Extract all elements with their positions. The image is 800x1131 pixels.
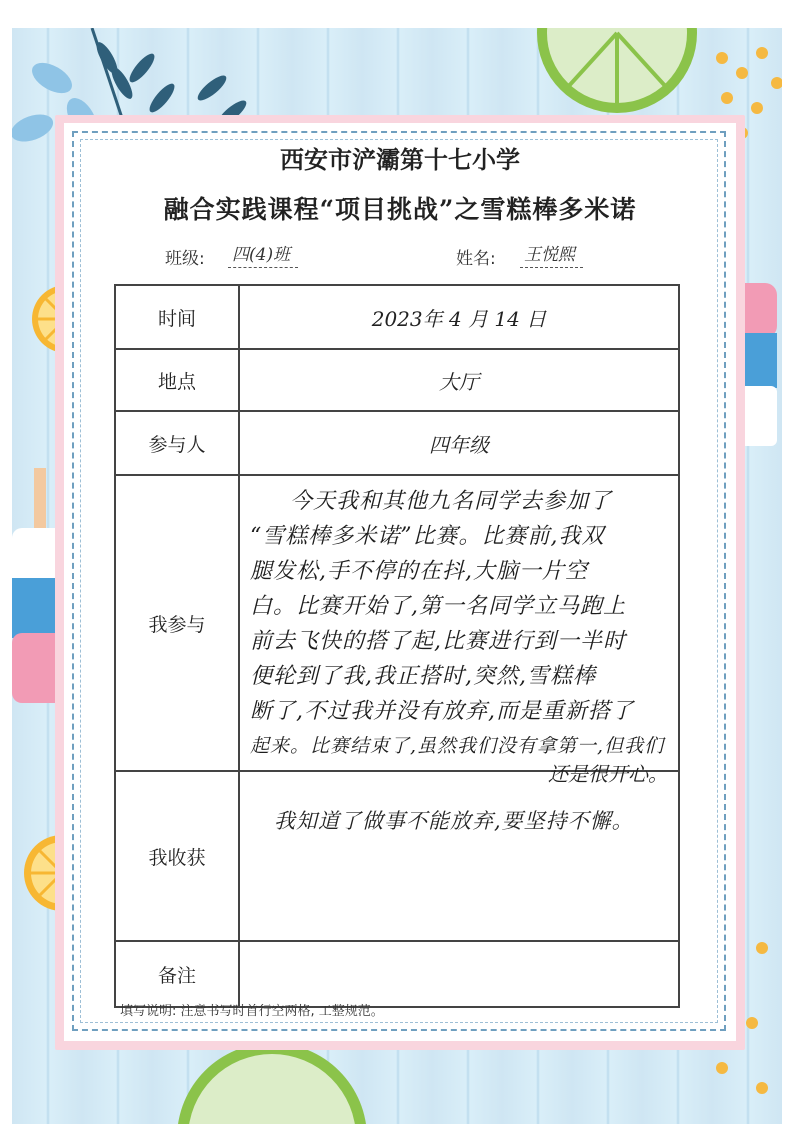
text-line: 便轮到了我,我正搭时,突然,雪糕棒 [250, 664, 596, 689]
activity-form-table [114, 284, 680, 1008]
place-label: 地点 [115, 349, 239, 411]
time-label: 时间 [115, 285, 239, 349]
place-value: 大厅 [239, 349, 679, 411]
remarks-label: 备注 [115, 941, 239, 1007]
text-line: 起来。比赛结束了,虽然我们没有拿第一,但我们 [250, 735, 665, 757]
participation-cell [239, 475, 679, 771]
gain-value: 我知道了做事不能放弃,要坚持不懈。 [274, 809, 634, 833]
lime-slice-icon [532, 28, 702, 118]
gain-cell [239, 762, 679, 941]
text-line: 今天我和其他九名同学去参加了 [290, 489, 613, 514]
name-value: 王悦熙 [520, 240, 583, 268]
table-row [115, 349, 679, 411]
fill-instructions: 填写说明: 注意书写时首行空两格, 工整规范。 [120, 1004, 384, 1019]
table-row [115, 411, 679, 475]
text-line: 白。比赛开始了,第一名同学立马跑上 [250, 594, 626, 619]
time-value: 2023年 4 月 14 日 [239, 285, 679, 349]
class-label: 班级: [165, 249, 205, 269]
table-row [115, 941, 679, 1007]
class-value: 四(4)班 [228, 240, 298, 268]
participants-value: 四年级 [239, 411, 679, 475]
text-line-continued: 还是很开心。 [548, 762, 668, 786]
text-line: “雪糕棒多米诺”比赛。比赛前,我双 [250, 524, 605, 549]
table-row [115, 771, 679, 941]
participation-text [240, 476, 678, 770]
name-label: 姓名: [456, 249, 496, 269]
table-row [115, 475, 679, 771]
text-line: 腿发松,手不停的在抖,大脑一片空 [250, 559, 588, 584]
school-name: 西安市浐灞第十七小学 [280, 145, 520, 174]
remarks-value [239, 941, 679, 1007]
text-line: 前去飞快的搭了起,比赛进行到一半时 [250, 629, 626, 654]
participation-label: 我参与 [115, 475, 239, 771]
text-line: 断了,不过我并没有放弃,而是重新搭了 [250, 699, 634, 724]
table-row [115, 285, 679, 349]
course-title: 融合实践课程“项目挑战”之雪糕棒多米诺 [163, 195, 637, 224]
gain-label: 我收获 [115, 771, 239, 941]
participants-label: 参与人 [115, 411, 239, 475]
